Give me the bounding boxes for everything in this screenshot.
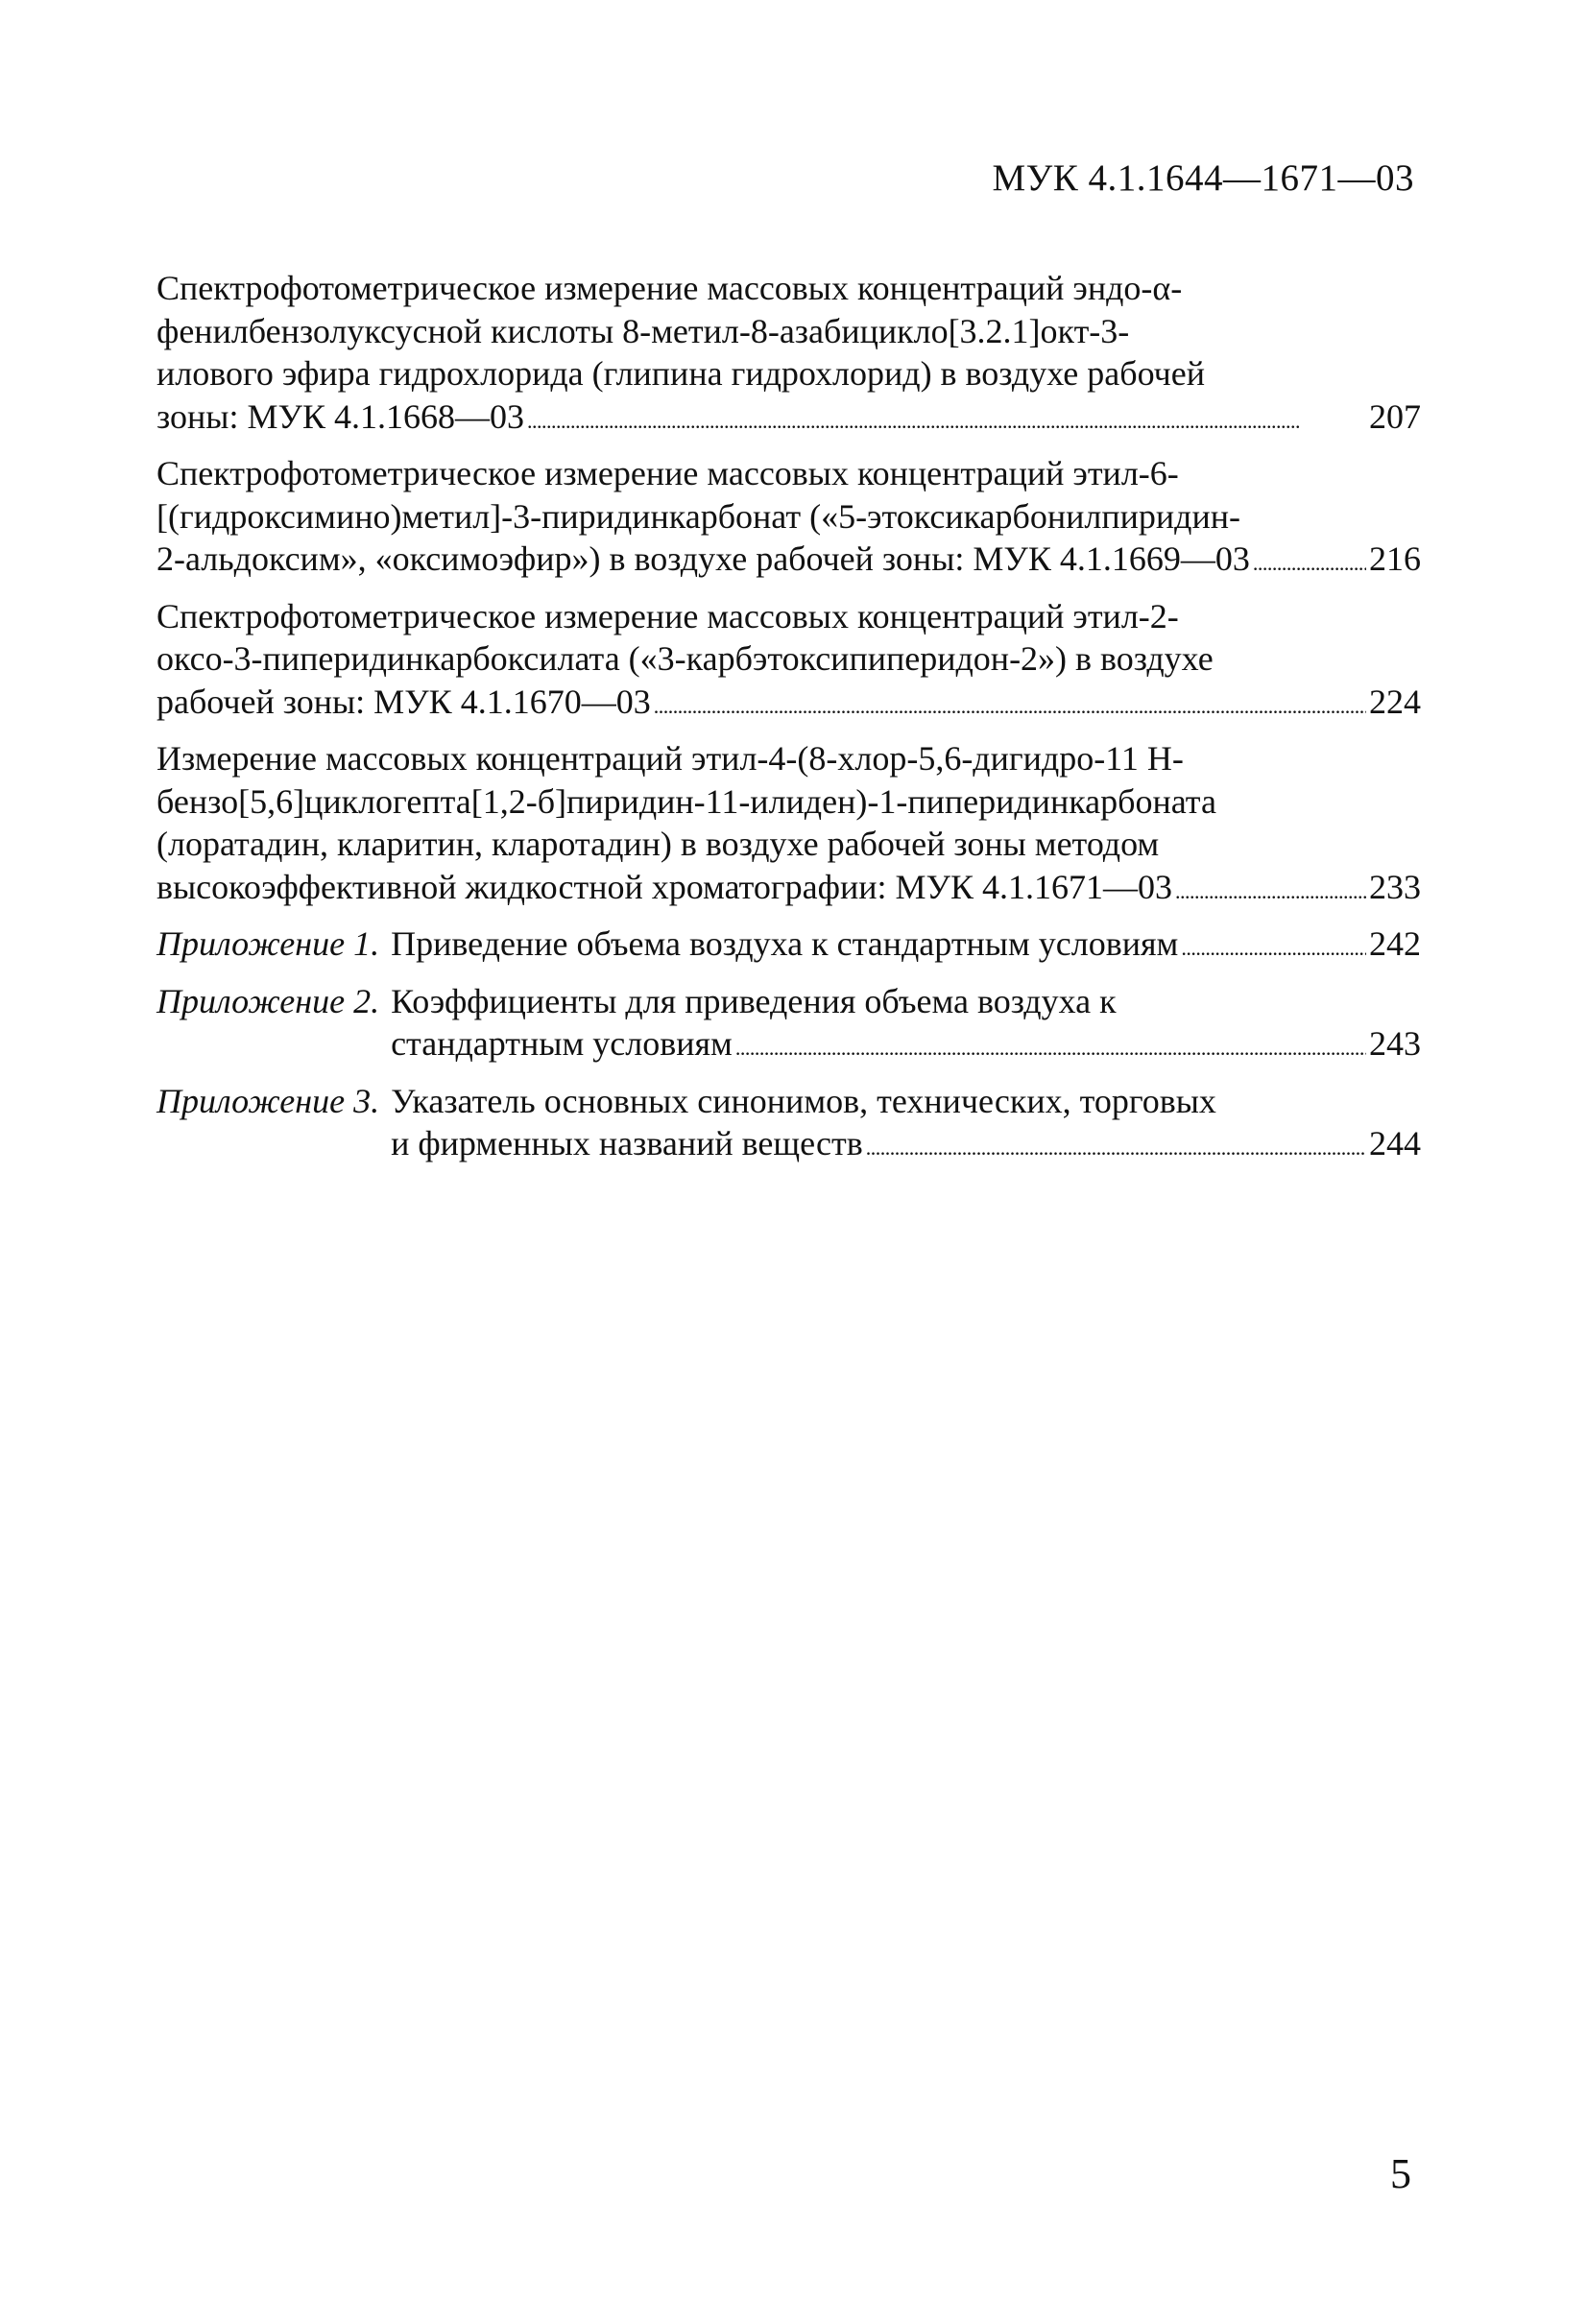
toc-entry-line: бензо[5,6]циклогепта[1,2-б]пиридин-11-илиден)-1-пиперидинкарбоната: [156, 781, 1216, 821]
toc-entry-1670[interactable]: [156, 595, 1421, 729]
toc-appendix-1[interactable]: [156, 922, 1421, 970]
toc-page-number: 233: [1369, 867, 1421, 906]
toc-entry-final-line: [156, 681, 1421, 729]
appendix-label: Приложение 1.: [156, 924, 380, 963]
toc-entry-final-line: [156, 395, 1421, 443]
toc-entry-final-line: [156, 866, 1421, 914]
toc-entry-line: и фирменных названий веществ: [391, 1124, 863, 1162]
toc-entry-line: Измерение массовых концентраций этил-4-(8-хлор-5,6-дигидро-11 Н-: [156, 739, 1184, 778]
appendix-label: Приложение 2.: [156, 981, 380, 1020]
toc-entry-line: Коэффициенты для приведения объема воздуха к: [391, 981, 1117, 1020]
toc-entry-text: [156, 452, 1421, 538]
appendix-body: [391, 980, 1421, 1070]
toc-entry-1671[interactable]: [156, 737, 1421, 913]
toc-page-number: 216: [1369, 539, 1421, 578]
dot-leader: [1175, 866, 1366, 914]
toc-entry-final-line: [391, 922, 1421, 970]
page-header-doc-code: МУК 4.1.1644—1671—03: [992, 157, 1414, 199]
dot-leader: [866, 1122, 1366, 1170]
toc-entry-line: Приведение объема воздуха к стандартным условиям: [391, 924, 1179, 963]
toc-page-number: 242: [1369, 924, 1421, 963]
appendix-body: [391, 922, 1421, 970]
toc-entry-text: [156, 737, 1421, 866]
toc-entry-1669[interactable]: [156, 452, 1421, 586]
toc-entry-line: (лоратадин, кларитин, кларотадин) в воздухе рабочей зоны методом: [156, 825, 1160, 863]
toc-entry-line: Указатель основных синонимов, технических, торговых: [391, 1081, 1216, 1120]
table-of-contents: [156, 267, 1421, 1180]
toc-entry-line: 2-альдоксим», «оксимоэфир») в воздухе рабочей зоны: МУК 4.1.1669—03: [156, 539, 1250, 578]
toc-entry-1668[interactable]: [156, 267, 1421, 443]
toc-appendix-3[interactable]: [156, 1080, 1421, 1170]
dot-leader: [654, 681, 1366, 729]
page-number: 5: [1390, 2150, 1411, 2197]
appendix-body: [391, 1080, 1421, 1170]
toc-page-number: 207: [1369, 396, 1421, 436]
toc-entry-line: Спектрофотометрическое измерение массовых концентраций этил-6-: [156, 454, 1179, 492]
dot-leader: [1181, 922, 1366, 970]
toc-entry-line: рабочей зоны: МУК 4.1.1670—03: [156, 682, 651, 721]
dot-leader: [1253, 538, 1366, 586]
toc-entry-line: [(гидроксимино)метил]-3-пиридинкарбонат («5-этоксикарбонилпиридин-: [156, 496, 1240, 536]
dot-leader: [735, 1022, 1366, 1070]
toc-entry-final-line: [391, 1122, 1421, 1170]
toc-entry-line: фенилбензолуксусной кислоты 8-метил-8-азабицикло[3.2.1]окт-3-: [156, 311, 1130, 350]
toc-page-number: 243: [1369, 1024, 1421, 1063]
appendix-label: Приложение 3.: [156, 1081, 380, 1120]
toc-entry-line: Спектрофотометрическое измерение массовых концентраций эндо-α-: [156, 269, 1183, 307]
toc-entry-text: [156, 267, 1421, 395]
toc-appendix-2[interactable]: [156, 980, 1421, 1070]
toc-entry-line: оксо-3-пиперидинкарбоксилата («3-карбэтоксипиперидон-2») в воздухе: [156, 639, 1214, 678]
toc-entry-line: стандартным условиям: [391, 1024, 733, 1063]
toc-page-number: 224: [1369, 682, 1421, 721]
toc-entry-line: илового эфира гидрохлорида (глипина гидрохлорид) в воздухе рабочей: [156, 354, 1205, 393]
toc-entry-final-line: [156, 538, 1421, 586]
toc-entry-text: [156, 595, 1421, 681]
toc-entry-line: высокоэффективной жидкостной хроматографии: МУК 4.1.1671—03: [156, 867, 1172, 906]
dot-leader: [527, 395, 1366, 443]
toc-page-number: 244: [1369, 1124, 1421, 1162]
toc-entry-line: зоны: МУК 4.1.1668—03: [156, 396, 524, 436]
toc-entry-final-line: [391, 1022, 1421, 1070]
toc-entry-line: Спектрофотометрическое измерение массовых концентраций этил-2-: [156, 596, 1179, 635]
